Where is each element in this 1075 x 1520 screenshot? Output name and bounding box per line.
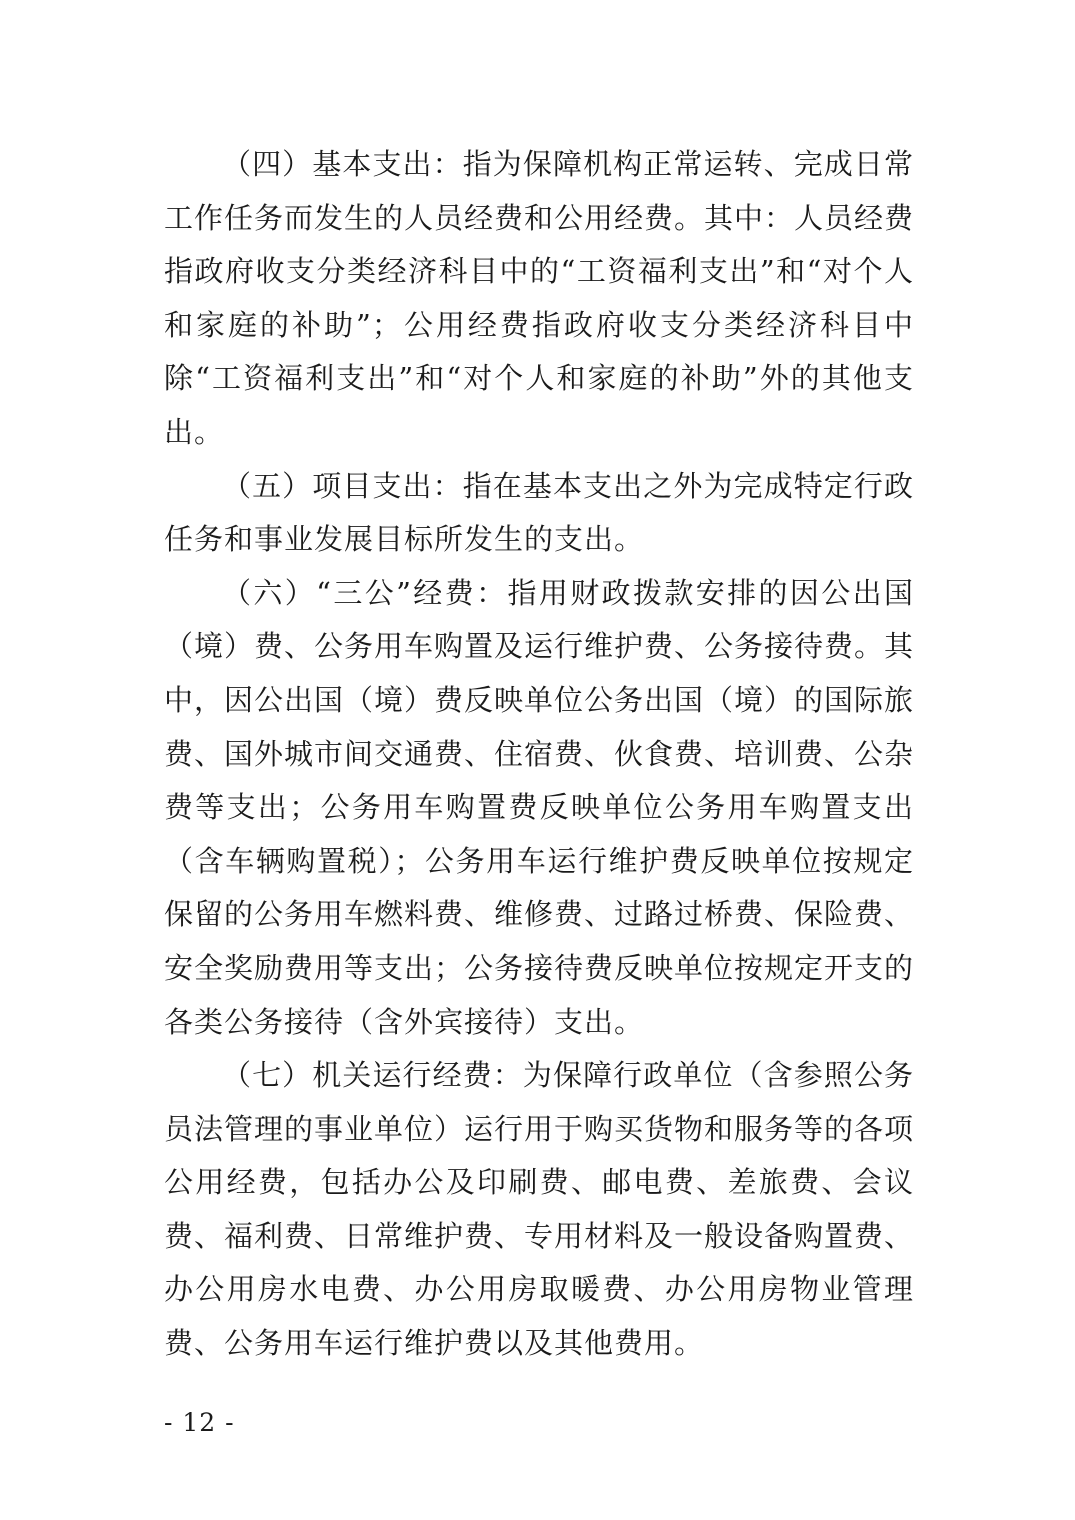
- body-text: [164, 138, 914, 1371]
- paragraph-agency-operating-expenses: （七）机关运行经费：为保障行政单位（含参照公务员法管理的事业单位）运行用于购买货物和服务等的各项公用经费，包括办公及印刷费、邮电费、差旅费、会议费、福利费、日常维护费、专用材料及一般设备购置费、办公用房水电费、办公用房取暖费、办公用房物业管理费、公务用车运行维护费以及其他费用。: [164, 1058, 915, 1361]
- paragraph-three-public-expenses: （六）“三公”经费：指用财政拨款安排的因公出国（境）费、公务用车购置及运行维护费、公务接待费。其中，因公出国（境）费反映单位公务出国（境）的国际旅费、国外城市间交通费、住宿费、伙食费、培训费、公杂费等支出；公务用车购置费反映单位公务用车购置支出（含车辆购置税）；公务用车运行维护费反映单位按规定保留的公务用车燃料费、维修费、过路过桥费、保险费、安全奖励费用等支出；公务接待费反映单位按规定开支的各类公务接待（含外宾接待）支出。: [164, 575, 915, 1039]
- paragraph-project-expenditure: （五）项目支出：指在基本支出之外为完成特定行政任务和事业发展目标所发生的支出。: [164, 468, 914, 557]
- page-number: - 12 -: [164, 1408, 235, 1437]
- paragraph-basic-expenditure: （四）基本支出：指为保障机构正常运转、完成日常工作任务而发生的人员经费和公用经费。其中：人员经费指政府收支分类经济科目中的“工资福利支出”和“对个人和家庭的补助”；公用经费指政府收支分类经济科目中除“工资福利支出”和“对个人和家庭的补助”外的其他支出。: [164, 147, 915, 449]
